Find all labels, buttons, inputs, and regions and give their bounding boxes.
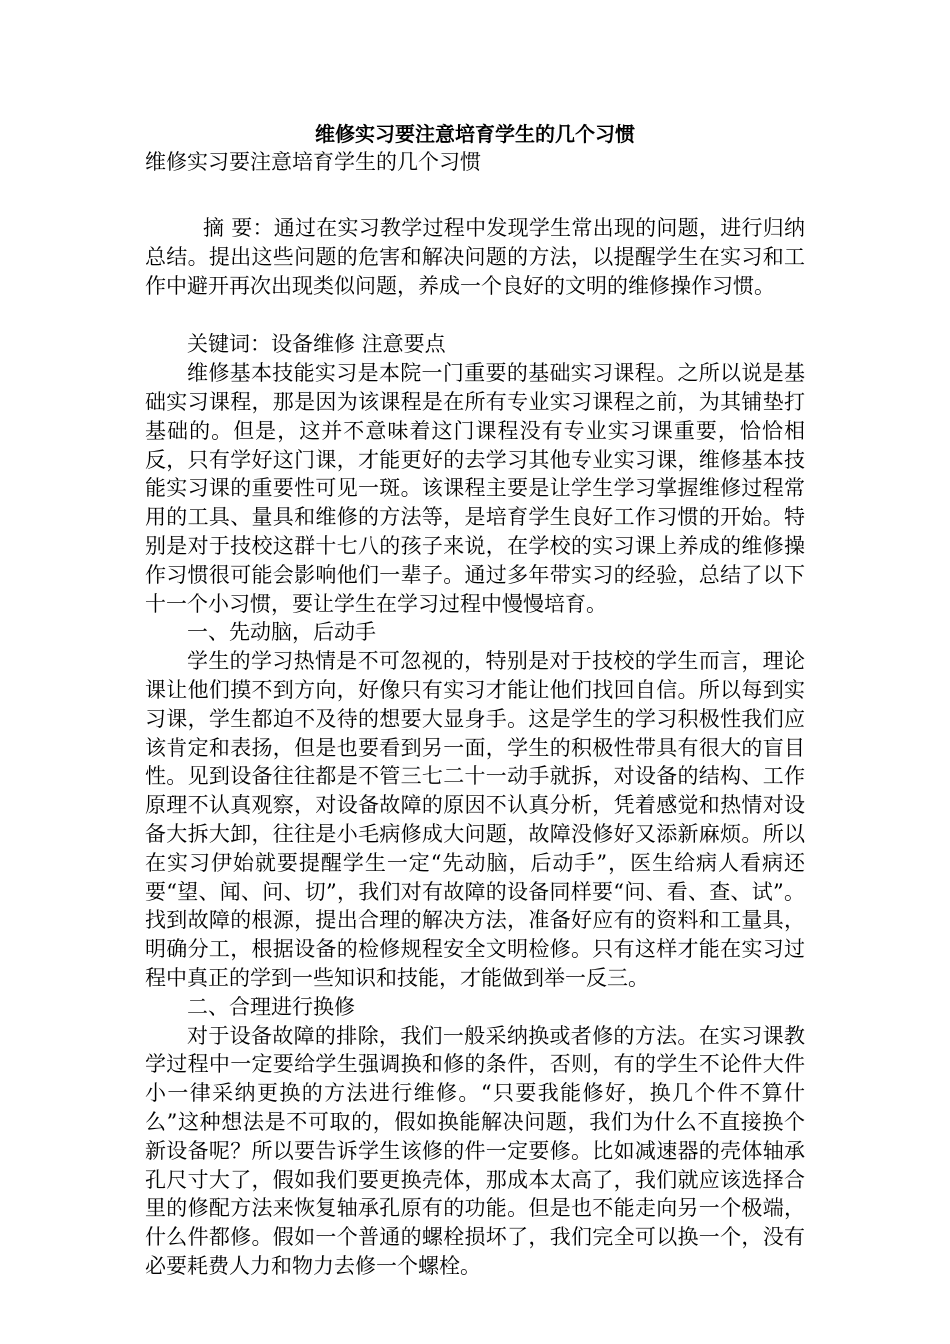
section-2-body: 对于设备故障的排除，我们一般采纳换或者修的方法。在实习课教学过程中一定要给学生强调换和修的条件，否则，有的学生不论件大件小一律采纳更换的方法进行维修。“只要我能修好，换几个件不算什么”这种想法是不可取的，假如换能解决问题，我们为什么不直接换个新设备呢？所以要告诉学生该修的件一定要修。比如减速器的壳体轴承孔尺寸大了，假如我们要更换壳体，那成本太高了，我们就应该选择合里的修配方法来恢复轴承孔原有的功能。但是也不能走向另一个极端，什么件都修。假如一个普通的螺栓损坏了，我们完全可以换一个，没有必要耗费人力和物力去修一个螺栓。 <box>145 1023 805 1278</box>
spacer <box>145 176 805 214</box>
document-title: 维修实习要注意培育学生的几个习惯 <box>315 122 635 146</box>
keywords-line: 关键词：设备维修 注意要点 <box>187 332 446 357</box>
section-1-body: 学生的学习热情是不可忽视的，特别是对于技校的学生而言，理论课让他们摸不到方向，好像只有实习才能让他们找回自信。所以每到实习课，学生都迫不及待的想要大显身手。这是学生的学习积极性我们应该肯定和表扬，但是也要看到另一面，学生的积极性带具有很大的盲目性。见到设备往往都是不管三七二十一动手就拆，对设备的结构、工作原理不认真观察，对设备故障的原因不认真分析，凭着感觉和热情对设备大拆大卸，往往是小毛病修成大问题，故障没修好又添新麻烦。所以在实习伊始就要提醒学生一定“先动脑，后动手”，医生给病人看病还要“望、闻、问、切”，我们对有故障的设备同样要“问、看、查、试”。找到故障的根源，提出合理的解决方法，准备好应有的资料和工量具，明确分工，根据设备的检修规程安全文明检修。只有这样才能在实习过程中真正的学到一些知识和技能，才能做到举一反三。 <box>145 649 805 990</box>
document-page <box>145 120 805 1281</box>
section-2-heading: 二、合理进行换修 <box>187 994 355 1019</box>
section-1-heading: 一、先动脑，后动手 <box>187 620 376 645</box>
abstract-paragraph: 摘 要：通过在实习教学过程中发现学生常出现的问题，进行归纳总结。提出这些问题的危害和解决问题的方法，以提醒学生在实习和工作中避开再次出现类似问题，养成一个良好的文明的维修操作习惯。 <box>145 216 805 298</box>
spacer <box>145 300 805 330</box>
document-subtitle: 维修实习要注意培育学生的几个习惯 <box>145 150 481 174</box>
intro-paragraph: 维修基本技能实习是本院一门重要的基础实习课程。之所以说是基础实习课程，那是因为该课程是在所有专业实习课程之前，为其铺垫打基础的。但是，这并不意味着这门课程没有专业实习课重要，恰恰相反，只有学好这门课，才能更好的去学习其他专业实习课，维修基本技能实习课的重要性可见一斑。该课程主要是让学生学习掌握维修过程常用的工具、量具和维修的方法等，是培育学生良好工作习惯的开始。特别是对于技校这群十七八的孩子来说，在学校的实习课上养成的维修操作习惯很可能会影响他们一辈子。通过多年带实习的经验，总结了以下十一个小习惯，要让学生在学习过程中慢慢培育。 <box>145 361 805 616</box>
